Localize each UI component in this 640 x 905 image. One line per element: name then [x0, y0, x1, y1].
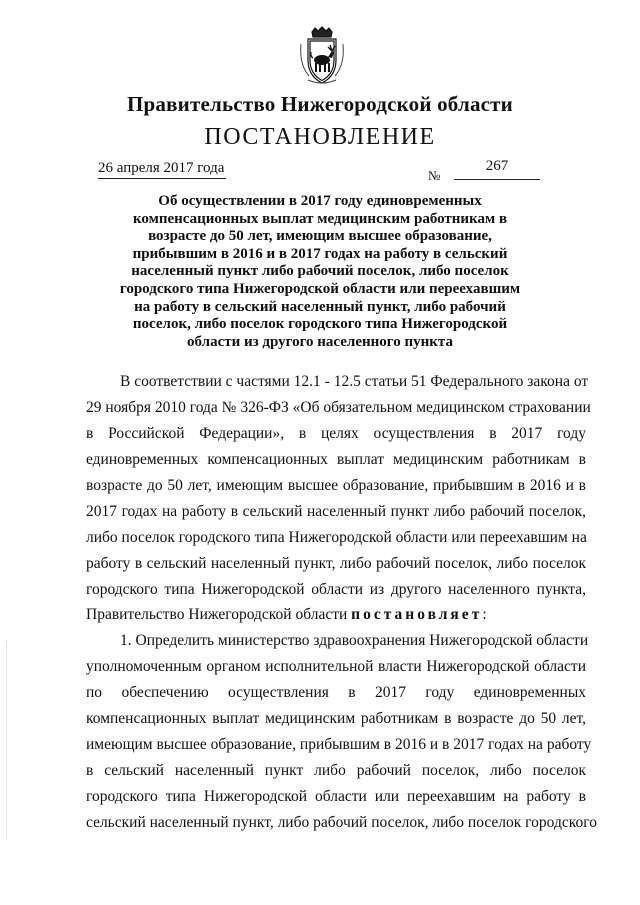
body-line-16: в сельский населенный пункт либо рабочий поселок, либо поселок — [86, 762, 586, 779]
body-line-11: 1. Определить министерство здравоохранения Нижегородской области — [120, 632, 589, 649]
resolution-word: постановляет — [351, 606, 483, 623]
body-line-6: 2017 годах на работу в сельский населенный пункт либо рабочий поселок, — [86, 503, 586, 520]
government-title: Правительство Нижегородской области — [127, 92, 513, 116]
body-line-2: 29 ноября 2010 года № 326-ФЗ «Об обязательном медицинском страховании — [86, 399, 591, 416]
body-line-9: городского типа Нижегородской области из другого населенного пункта, — [86, 581, 586, 598]
document-subject: Об осуществлении в 2017 году единовременных компенсационных выплат медицинским работникам в возрасте до 50 лет, имеющим высшее образование, прибывшим в 2016 и в 2017 годах на работу в сельский населенный пункт либо рабочий поселок, либо поселок городского типа Нижегородской области или переехавшим на работу в сельский населенный пункт, либо рабочий поселок, либо поселок городского типа Нижегородской области из другого населенного пункта — [119, 193, 521, 350]
body-line-14: компенсационных выплат медицинским работникам в возрасте до 50 лет, — [86, 710, 586, 727]
resolution-colon: : — [482, 606, 487, 623]
body-line-3: в Российской Федерации», в целях осуществления в 2017 году — [86, 425, 586, 442]
number-label: № — [428, 168, 441, 183]
body-line-4: единовременных компенсационных выплат медицинским работникам в — [86, 451, 586, 468]
body-line-5: возрасте до 50 лет, имеющим высшее образование, прибывшим в 2016 и в — [86, 477, 586, 494]
body-line-10 — [86, 605, 586, 625]
body-line-8: работу в сельский населенный пункт, либо рабочий поселок, либо поселок — [86, 555, 586, 572]
scan-edge-marks — [6, 640, 8, 840]
body-line-17: городского типа Нижегородской области или переехавшим на работу в — [86, 788, 586, 805]
document-number: 267 — [454, 158, 540, 180]
body-line-7: либо поселок городского типа Нижегородской области или переехавшим на — [86, 529, 587, 546]
body-line-1: В соответствии с частями 12.1 - 12.5 статьи 51 Федерального закона от — [120, 373, 589, 390]
document-type: ПОСТАНОВЛЕНИЕ — [204, 124, 436, 150]
body-line-18: сельский населенный пункт, либо рабочий поселок, либо поселок городского — [86, 814, 597, 831]
document-date: 26 апреля 2017 года — [98, 160, 226, 179]
body-line-10-text: Правительство Нижегородской области — [86, 606, 352, 623]
body-line-15: имеющим высшее образование, прибывшим в 2016 и в 2017 годах на работу — [86, 736, 592, 753]
body-line-13: по обеспечению осуществления в 2017 году единовременных — [86, 684, 586, 701]
coat-of-arms-icon — [299, 26, 345, 86]
body-line-12: уполномоченным органом исполнительной власти Нижегородской области — [86, 658, 586, 675]
